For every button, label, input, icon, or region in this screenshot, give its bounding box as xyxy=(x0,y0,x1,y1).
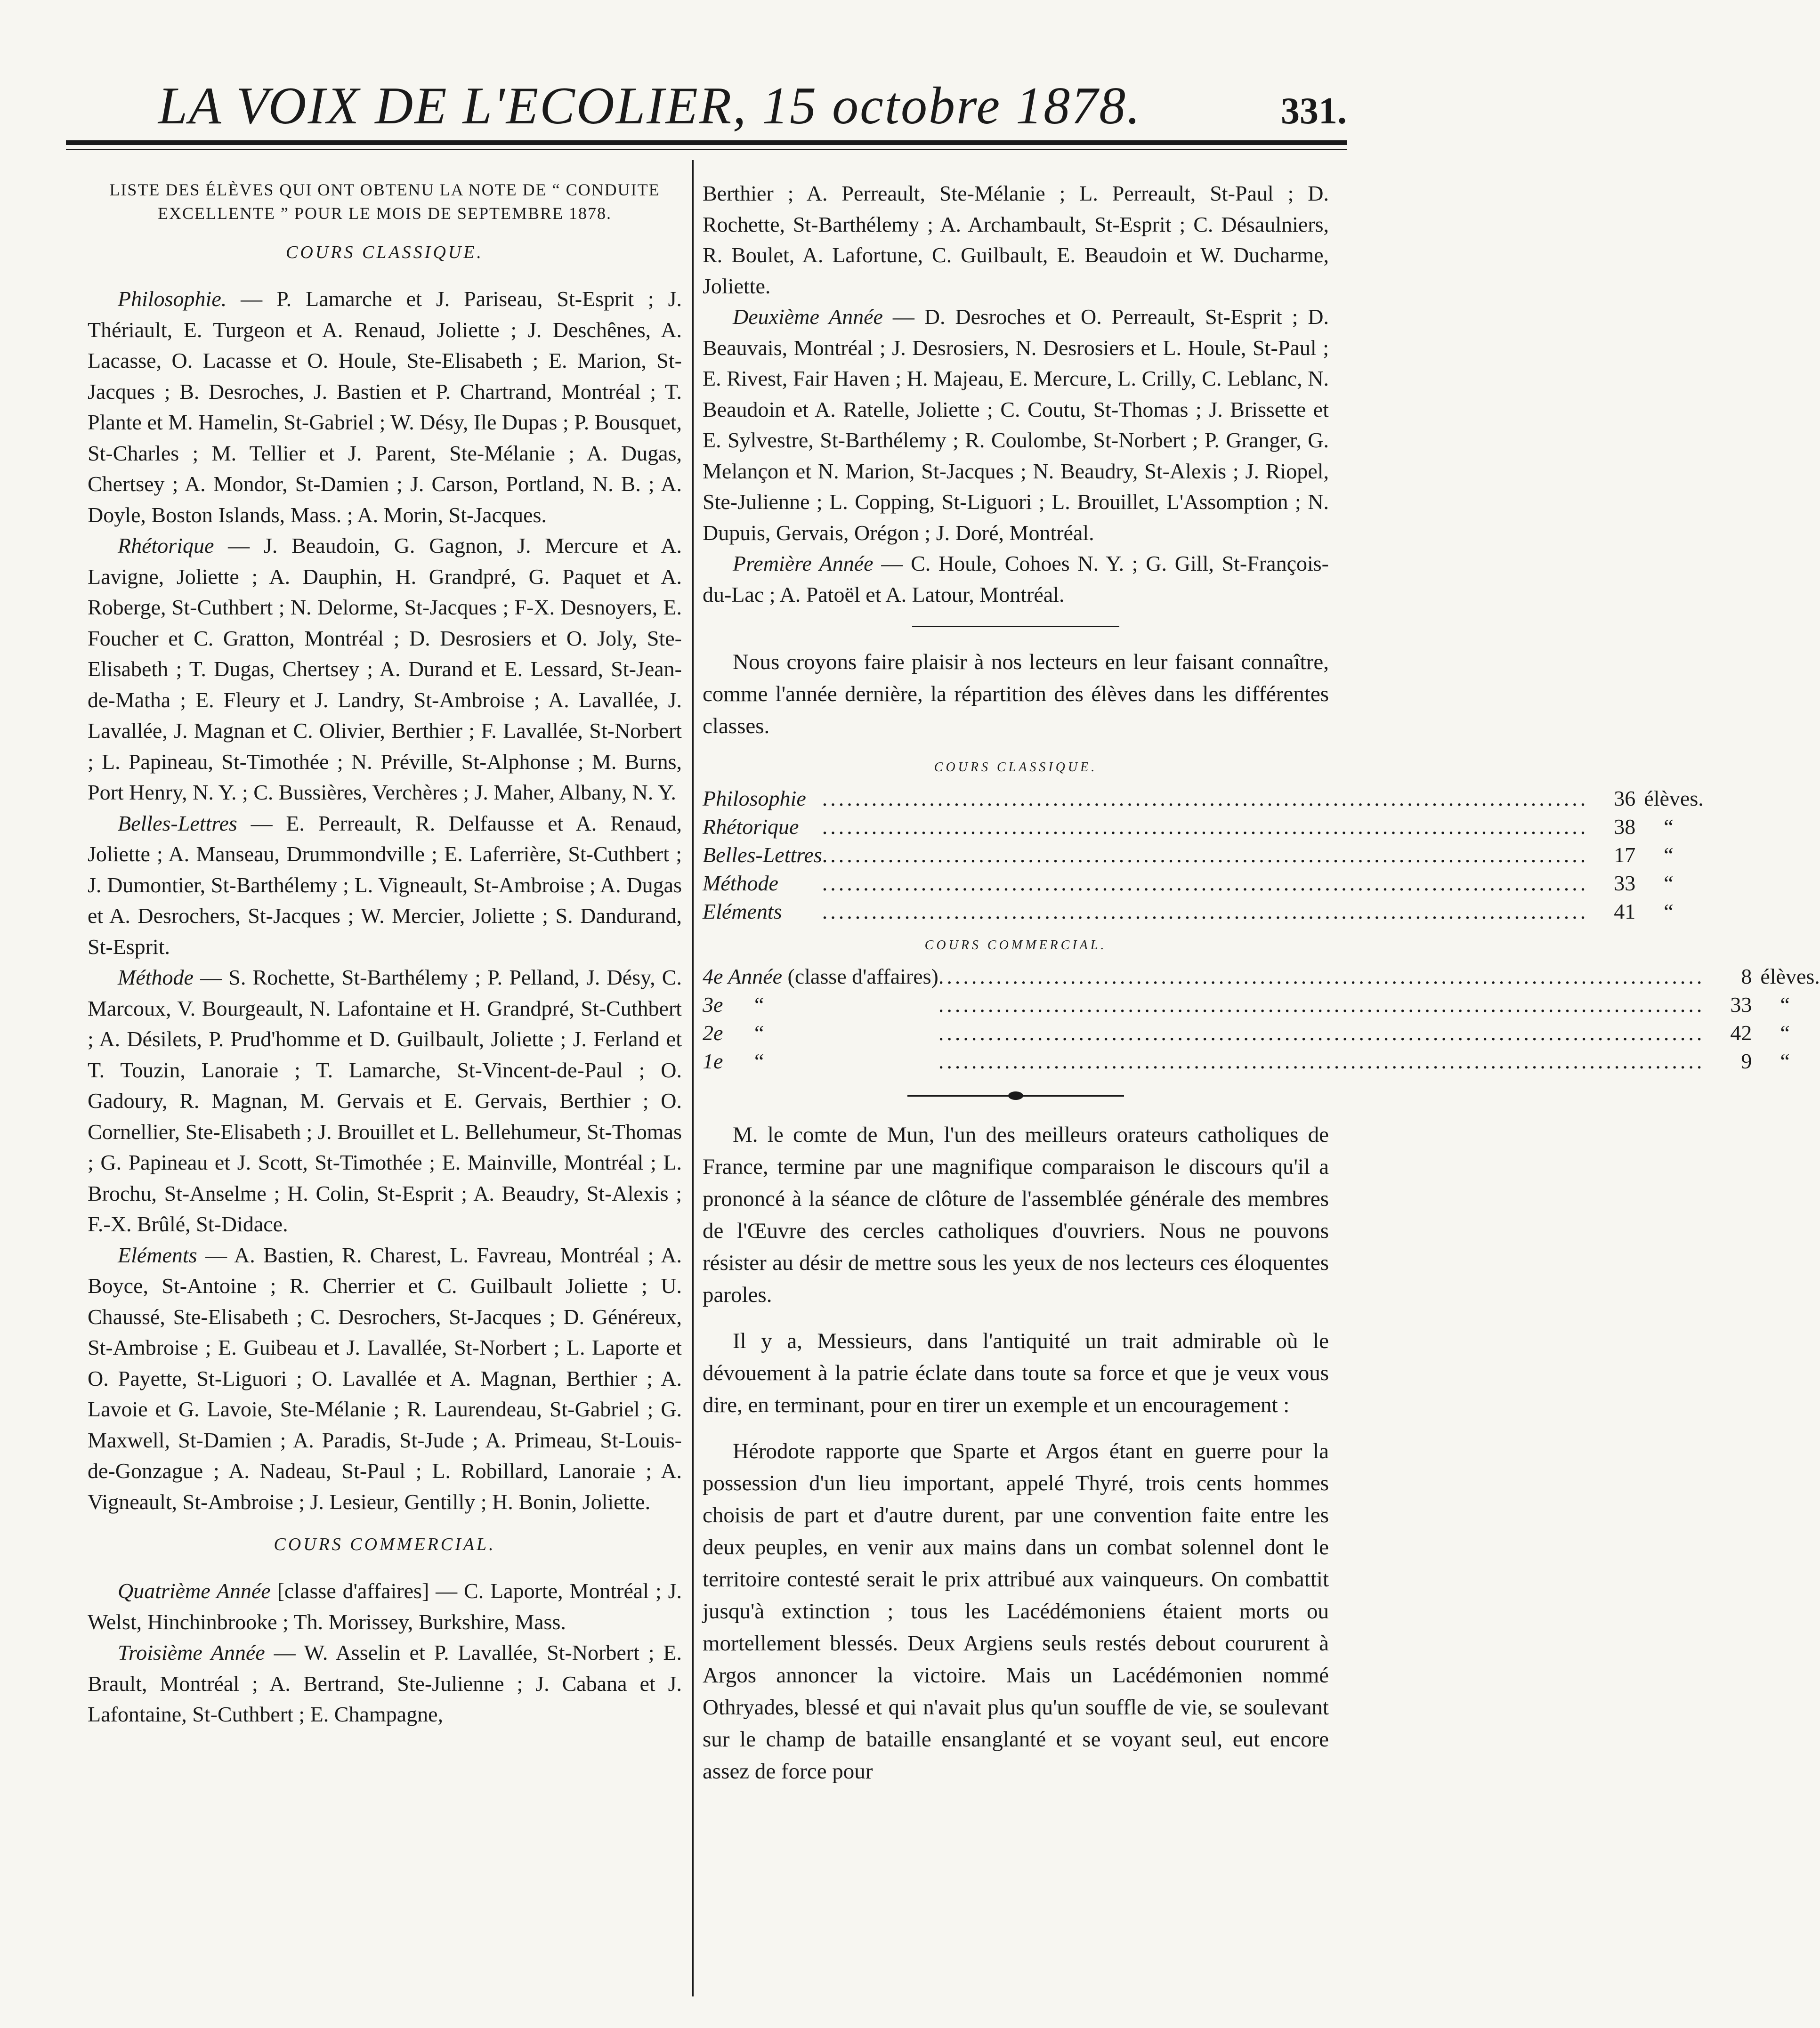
repartition-intro: Nous croyons faire plaisir à nos lecteurs en leur faisant connaître, comme l'année dernière, la répartition des élèves dans les différentes classes. xyxy=(703,650,1329,738)
entry-rhetorique: Rhétorique — J. Beaudoin, G. Gagnon, J. Mercure et A. Lavigne, Joliette ; A. Dauphin, H. Grandpré, G. Paquet et A. Roberge, St-Cuthbert ; N. Delorme, St-Jacques ; F-X. Desnoyers, E. Foucher et C. Gratton, Montréal ; D. Desrosiers et O. Joly, Ste-Elisabeth ; T. Dugas, Chertsey ; A. Durand et E. Lessard, St-Jean-de-Matha ; E. Fleury et J. Landry, St-Ambroise ; A. Lavallée, J. Lavallée, J. Magnan et C. Olivier, Berthier ; F. Lavallée, St-Norbert ; L. Papineau, St-Timothée ; N. Préville, St-Alphonse ; M. Burns, Port Henry, N. Y. ; C. Bussières, Verchères ; J. Maher, Albany, N. Y. xyxy=(88,533,682,804)
cours-commercial-heading: COURS COMMERCIAL. xyxy=(274,1535,496,1554)
entry-continuation: Berthier ; A. Perreault, Ste-Mélanie ; L. Perreault, St-Paul ; D. Rochette, St-Barthélemy ; A. Archambault, St-Esprit ; C. Désaulniers, R. Boulet, A. Lafortune, C. Guilbault, E. Beaudoin et W. Ducharme, Joliette. xyxy=(703,181,1329,298)
entry-belles-lettres: Belles-Lettres — E. Perreault, R. Delfausse et A. Renaud, Joliette ; A. Manseau, Drummondville ; E. Laferrière, St-Cuthbert ; J. Dumontier, St-Barthélemy ; L. Vigneault, St-Ambroise ; A. Dugas et A. Desrochers, St-Jacques ; W. Mercier, Joliette ; S. Dandurand, St-Esprit. xyxy=(88,811,682,959)
table-row: Méthode ............................................................................................. 33 “ xyxy=(703,871,1674,895)
repartition-classique-heading: COURS CLASSIQUE. xyxy=(934,760,1098,775)
table-row: Eléments ............................................................................................. 41 “ xyxy=(703,899,1674,923)
entry-quatrieme-annee: Quatrième Année [classe d'affaires] — C. Laporte, Montréal ; J. Welst, Hinchinbrooke ; Th. Morissey, Burkshire, Mass. xyxy=(88,1579,682,1634)
repartition-commercial-heading: COURS COMMERCIAL. xyxy=(924,938,1107,953)
article-paragraph: M. le comte de Mun, l'un des meilleurs orateurs catholiques de France, termine par une magnifique comparaison le discours qu'il a prononcé à la séance de clôture de l'assemblée générale des membres de l'Œuvre des cercles catholiques d'ouvriers. Nous ne pouvons résister au désir de mettre sous les yeux de nos lecteurs ces éloquentes paroles. xyxy=(703,1123,1329,1307)
header-rule-thick xyxy=(66,140,1347,145)
page-number: 331. xyxy=(1281,90,1347,132)
table-row: Philosophie ............................................................................................. 36 élèves. xyxy=(703,786,1704,810)
entry-philosophie: Philosophie. — P. Lamarche et J. Pariseau, St-Esprit ; J. Thériault, E. Turgeon et A. Renaud, Joliette ; J. Deschênes, A. Lacasse, O. Lacasse et O. Houle, Ste-Elisabeth ; E. Marion, St-Jacques ; B. Desroches, J. Bastien et P. Chartrand, Montréal ; T. Plante et M. Hamelin, St-Gabriel ; W. Désy, Ile Dupas ; P. Bousquet, St-Charles ; M. Tellier et J. Parent, Ste-Mélanie ; A. Dugas, Chertsey ; A. Mondor, St-Damien ; J. Carson, Portland, N. B. ; A. Doyle, Boston Islands, Mass. ; A. Morin, St-Jacques. xyxy=(88,287,682,527)
column-separator xyxy=(692,160,694,1996)
entry-premiere-annee: Première Année — C. Houle, Cohoes N. Y. ; G. Gill, St-François-du-Lac ; A. Patoël et A. Latour, Montréal. xyxy=(703,551,1329,606)
commercial-counts-table xyxy=(703,962,1820,1075)
masthead: LA VOIX DE L'ECOLIER, 15 octobre 1878. xyxy=(158,77,1142,135)
table-row: 1e “ ............................................................................................. 9 “ xyxy=(703,1049,1790,1073)
entry-elements: Eléments — A. Bastien, R. Charest, L. Favreau, Montréal ; A. Boyce, St-Antoine ; R. Cherrier et C. Guilbault Joliette ; U. Chaussé, Ste-Elisabeth ; C. Desrochers, St-Jacques ; D. Généreux, St-Ambroise ; E. Guibeau et J. Lavallée, St-Norbert ; L. Laporte et O. Payette, St-Liguori ; O. Lavallée et A. Magnan, Berthier ; A. Lavoie et G. Lavoie, Ste-Mélanie ; R. Laurendeau, St-Gabriel ; G. Maxwell, St-Damien ; A. Paradis, St-Jude ; A. Primeau, St-Louis-de-Gonzague ; A. Nadeau, St-Paul ; L. Robillard, Lanoraie ; A. Vigneault, St-Ambroise ; J. Lesieur, Gentilly ; H. Bonin, Joliette. xyxy=(88,1243,682,1514)
left-column xyxy=(88,178,682,1730)
cours-classique-heading: COURS CLASSIQUE. xyxy=(286,242,484,262)
header-rule-thin xyxy=(66,149,1347,150)
table-row: Rhétorique ............................................................................................. 38 “ xyxy=(703,815,1674,839)
page-header xyxy=(66,71,1347,141)
entry-troisieme-annee: Troisième Année — W. Asselin et P. Lavallée, St-Norbert ; E. Brault, Montréal ; A. Bertrand, Ste-Julienne ; J. Cabana et J. Lafontaine, St-Cuthbert ; E. Champagne, xyxy=(88,1640,682,1726)
entry-methode: Méthode — S. Rochette, St-Barthélemy ; P. Pelland, J. Désy, C. Marcoux, V. Bourgeault, N. Lafontaine et H. Grandpré, St-Cuthbert ; A. Désilets, P. Prud'homme et D. Guilbault, Joliette ; J. Ferland et T. Touzin, Lanoraie ; T. Lamarche, St-Vincent-de-Paul ; O. Gadoury, R. Magnan, M. Gervais et E. Gervais, Berthier ; O. Cornellier, Ste-Elisabeth ; J. Brouillet et L. Bellehumeur, St-Thomas ; G. Papineau et J. Scott, St-Timothée ; E. Mainville, Montréal ; L. Brochu, St-Anselme ; H. Colin, St-Esprit ; A. Beaudry, St-Alexis ; F.-X. Brûlé, St-Didace. xyxy=(88,965,682,1236)
table-row: Belles-Lettres ............................................................................................. 17 “ xyxy=(703,843,1674,867)
table-row: 4e Année (classe d'affaires) ............................................................................................. 8 élèves. xyxy=(703,964,1820,988)
ornamental-divider xyxy=(907,1091,1124,1100)
entry-deuxieme-annee: Deuxième Année — D. Desroches et O. Perreault, St-Esprit ; D. Beauvais, Montréal ; J. Desrosiers, N. Desrosiers et L. Houle, St-Paul ; E. Rivest, Fair Haven ; H. Majeau, E. Mercure, L. Crilly, C. Leblanc, N. Beaudoin et A. Ratelle, Joliette ; C. Coutu, St-Thomas ; J. Brissette et E. Sylvestre, St-Barthélemy ; R. Coulombe, St-Norbert ; P. Granger, G. Melançon et N. Marion, St-Jacques ; N. Beaudry, St-Alexis ; J. Riopel, Ste-Julienne ; L. Copping, St-Liguori ; L. Brouillet, L'Assomption ; N. Dupuis, Gervais, Orégon ; J. Doré, Montréal. xyxy=(703,305,1329,545)
article-paragraph: Il y a, Messieurs, dans l'antiquité un trait admirable où le dévouement à la patrie éclate dans toute sa force et que je veux vous dire, en terminant, pour en tirer un exemple et un encouragement : xyxy=(703,1329,1329,1417)
article-paragraph: Hérodote rapporte que Sparte et Argos étant en guerre pour la possession d'un lieu important, appelé Thyré, trois cents hommes choisis de part et d'autre durent, par une convention faite entre les deux peuples, en venir aux mains dans un combat solennel dont le territoire contesté serait le prix attribué aux vainqueurs. On combattit jusqu'à extinction ; tous les Lacédémoniens étaient morts ou mortellement blessés. Deux Argiens seuls restés debout coururent à Argos annoncer la victoire. Mais un Lacédémonien nommé Othryades, blessé et qui n'avait plus qu'un souffle de vie, se soulevant sur le champ de bataille ensanglanté et se voyant seul, eut encore assez de force pour xyxy=(703,1439,1329,1784)
table-row: 3e “ ............................................................................................. 33 “ xyxy=(703,993,1790,1017)
section-divider xyxy=(912,626,1119,627)
classique-counts-table xyxy=(703,784,1704,926)
right-column xyxy=(703,178,1820,1787)
table-row: 2e “ ............................................................................................. 42 “ xyxy=(703,1021,1790,1045)
list-title: LISTE DES ÉLÈVES QUI ONT OBTENU LA NOTE DE “ CONDUITE EXCELLENTE ” POUR LE MOIS DE SEPTEMBRE 1878. xyxy=(109,180,660,223)
